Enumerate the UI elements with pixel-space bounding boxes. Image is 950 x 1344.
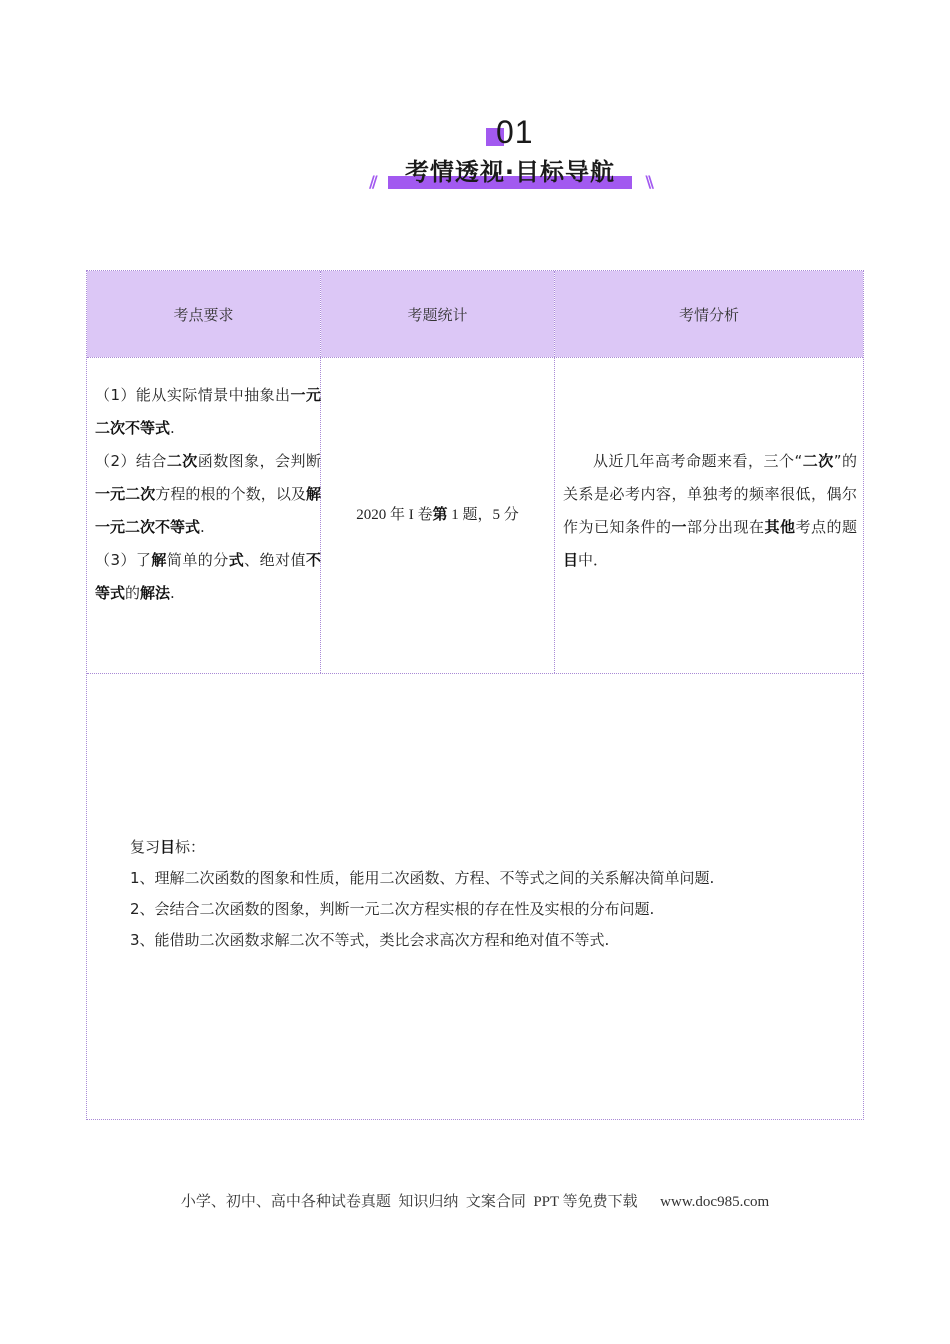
goal-item: 2、会结合二次函数的图象，判断一元二次方程实根的存在性及实根的分布问题. bbox=[130, 900, 655, 918]
goal-item: 3、能借助二次函数求解二次不等式，类比会求高次方程和绝对值不等式. bbox=[130, 931, 610, 949]
goal-item: 1、理解二次函数的图象和性质，能用二次函数、方程、不等式之间的关系解决简单问题. bbox=[130, 869, 715, 887]
section-title: 考情透视·目标导航 bbox=[404, 158, 616, 186]
col-header-statistics: 考题统计 bbox=[321, 271, 554, 357]
right-slash-deco: \\ bbox=[645, 172, 651, 191]
exam-stat: 2020 年 I 卷第 1 题，5 分 bbox=[356, 506, 519, 523]
col-header-analysis: 考情分析 bbox=[555, 271, 863, 357]
statistics-cell bbox=[321, 357, 554, 673]
row-divider bbox=[87, 673, 863, 674]
left-slash-deco: // bbox=[369, 172, 375, 191]
requirements-cell bbox=[95, 357, 321, 673]
requirement-2: （2）结合二次函数图象，会判断一元二次方程的根的个数，以及解一元二次不等式. bbox=[95, 452, 321, 536]
analysis-text: 从近几年高考命题来看，三个“二次”的关系是必考内容，单独考的频率很低，偶尔作为已知条件的一部分出现在其他考点的题目中． bbox=[563, 452, 857, 569]
exam-info-table bbox=[86, 270, 864, 1120]
col-header-requirements: 考点要求 bbox=[87, 271, 320, 357]
section-number: 01 bbox=[496, 114, 534, 150]
review-goals bbox=[130, 832, 830, 956]
section-title-wrap bbox=[365, 152, 655, 198]
footer-text: 小学、初中、高中各种试卷真题 知识归纳 文案合同 PPT 等免费下载 www.doc985.com bbox=[180, 1194, 770, 1210]
section-header bbox=[0, 108, 950, 198]
requirement-3: （3）了解简单的分式、绝对值不等式的解法. bbox=[95, 551, 321, 602]
analysis-cell bbox=[563, 357, 857, 673]
column-divider bbox=[554, 271, 555, 673]
goals-heading: 复习目标： bbox=[130, 838, 206, 856]
requirement-1: （1）能从实际情景中抽象出一元二次不等式. bbox=[95, 386, 321, 437]
